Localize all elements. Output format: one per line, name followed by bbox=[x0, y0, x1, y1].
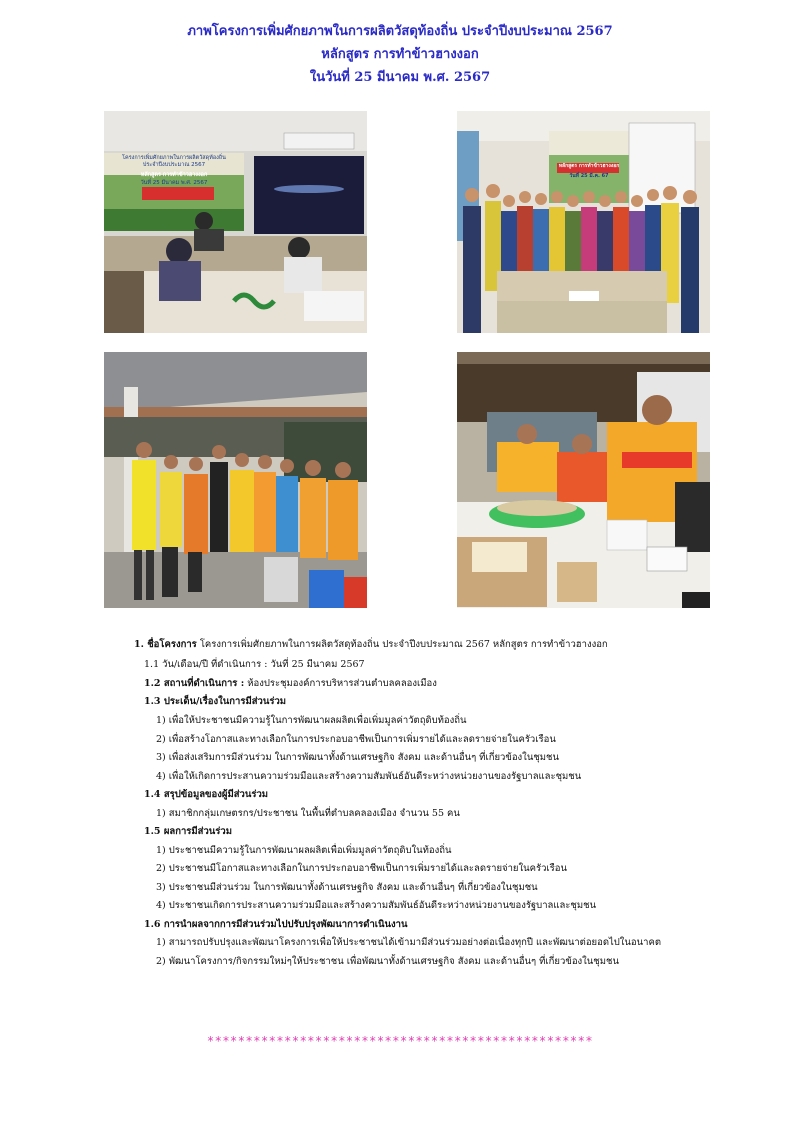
page-title: ภาพโครงการเพิ่มศักยภาพในการผลิตวัสดุท้องถิ่น ประจำปีงบประมาณ 2567 bbox=[187, 24, 613, 39]
list-item: 1) สมาชิกกลุ่มเกษตรกร/ประชาชน ในพื้นที่ตำบลคลองเมือง จำนวน 55 คน bbox=[156, 808, 460, 819]
section-1-6-heading: 1.6 การนำผลจากการมีส่วนร่วมไปปรับปรุงพัฒนาการดำเนินงาน bbox=[144, 919, 408, 930]
banner-line: โครงการเพิ่มศักยภาพในการผลิตวัสดุท้องถิ่น bbox=[122, 155, 226, 161]
item-1-label: 1. ชื่อโครงการ bbox=[134, 639, 197, 650]
photo-group-indoor bbox=[457, 111, 710, 333]
list-item: 4) เพื่อให้เกิดการประสานความร่วมมือและสร้างความสัมพันธ์อันดีระหว่างหน่วยงานของรัฐบาลและชุมชน bbox=[156, 771, 582, 782]
list-item: 1) สามารถปรับปรุงและพัฒนาโครงการเพื่อให้ประชาชนได้เข้ามามีส่วนร่วมอย่างต่อเนื่องทุกปี และพัฒนาต่อยอดไปในอนาคต bbox=[156, 937, 661, 948]
list-item: 1) เพื่อให้ประชาชนมีความรู้ในการพัฒนาผลผลิตเพื่อเพิ่มมูลค่าวัตถุดิบท้องถิ่น bbox=[156, 715, 467, 726]
list-item: 3) ประชาชนมีส่วนร่วม ในการพัฒนาทั้งด้านเศรษฐกิจ สังคม และด้านอื่นๆ ที่เกี่ยวข้องในชุมชน bbox=[156, 882, 538, 893]
course-title: หลักสูตร การทำข้าวฮางงอก bbox=[321, 47, 479, 62]
banner-text bbox=[106, 155, 242, 187]
list-item: 2) เพื่อสร้างโอกาสและทางเลือกในการประกอบอาชีพเป็นการเพิ่มรายได้และลดรายจ่ายในครัวเรือน bbox=[156, 734, 556, 745]
item-1-2 bbox=[144, 676, 437, 691]
photo-training-room bbox=[104, 111, 367, 333]
section-1-5-heading: 1.5 ผลการมีส่วนร่วม bbox=[144, 826, 233, 837]
section-1-3-heading: 1.3 ประเด็น/เรื่องในการมีส่วนร่วม bbox=[144, 696, 287, 707]
item-1-text: โครงการเพิ่มศักยภาพในการผลิตวัสดุท้องถิ่น ประจำปีงบประมาณ 2567 หลักสูตร การทำข้าวฮางงอก bbox=[199, 639, 608, 650]
item-1-1: 1.1 วัน/เดือน/ปี ที่ดำเนินการ : วันที่ 25 มีนาคม 2567 bbox=[144, 659, 365, 670]
banner-text bbox=[549, 163, 629, 180]
banner-line: วันที่ 25 มี.ค. 67 bbox=[569, 173, 609, 179]
section-1-4-heading: 1.4 สรุปข้อมูลของผู้มีส่วนร่วม bbox=[144, 789, 269, 800]
banner-line: หลักสูตร การทำข้าวฮางงอก bbox=[558, 163, 620, 169]
list-item: 3) เพื่อส่งเสริมการมีส่วนร่วม ในการพัฒนาทั้งด้านเศรษฐกิจ สังคม และด้านอื่นๆ ที่เกี่ยวข้องในชุมชน bbox=[156, 752, 559, 763]
banner-line: วันที่ 25 มีนาคม พ.ศ. 2567 bbox=[140, 180, 208, 186]
event-date: ในวันที่ 25 มีนาคม พ.ศ. 2567 bbox=[309, 70, 491, 85]
list-item: 2) ประชาชนมีโอกาสและทางเลือกในการประกอบอาชีพเป็นการเพิ่มรายได้และลดรายจ่ายในครัวเรือน bbox=[156, 863, 567, 874]
list-item: 4) ประชาชนเกิดการประสานความร่วมมือและสร้างความสัมพันธ์อันดีระหว่างหน่วยงานของรัฐบาลและชุมชน bbox=[156, 900, 597, 911]
photo-group-outdoor bbox=[104, 352, 367, 608]
footer-divider: ************************************************** bbox=[206, 1034, 594, 1048]
photo-demonstration bbox=[457, 352, 710, 608]
banner-line: หลักสูตร การทำข้าวฮางงอก bbox=[140, 172, 208, 178]
item-1 bbox=[134, 637, 608, 652]
item-1-2-text: ห้องประชุมองค์การบริหารส่วนตำบลคลองเมือง bbox=[247, 678, 437, 689]
banner-line: ประจำปีงบประมาณ 2567 bbox=[142, 162, 206, 168]
item-1-2-label: 1.2 สถานที่ดำเนินการ : bbox=[144, 678, 245, 689]
list-item: 2) พัฒนาโครงการ/กิจกรรมใหม่ๆให้ประชาชน เพื่อพัฒนาทั้งด้านเศรษฐกิจ สังคม และด้านอื่นๆ ที่เกี่ยวข้องในชุมชน bbox=[156, 956, 619, 967]
list-item: 1) ประชาชนมีความรู้ในการพัฒนาผลผลิตเพื่อเพิ่มมูลค่าวัตถุดิบในท้องถิ่น bbox=[156, 845, 452, 856]
